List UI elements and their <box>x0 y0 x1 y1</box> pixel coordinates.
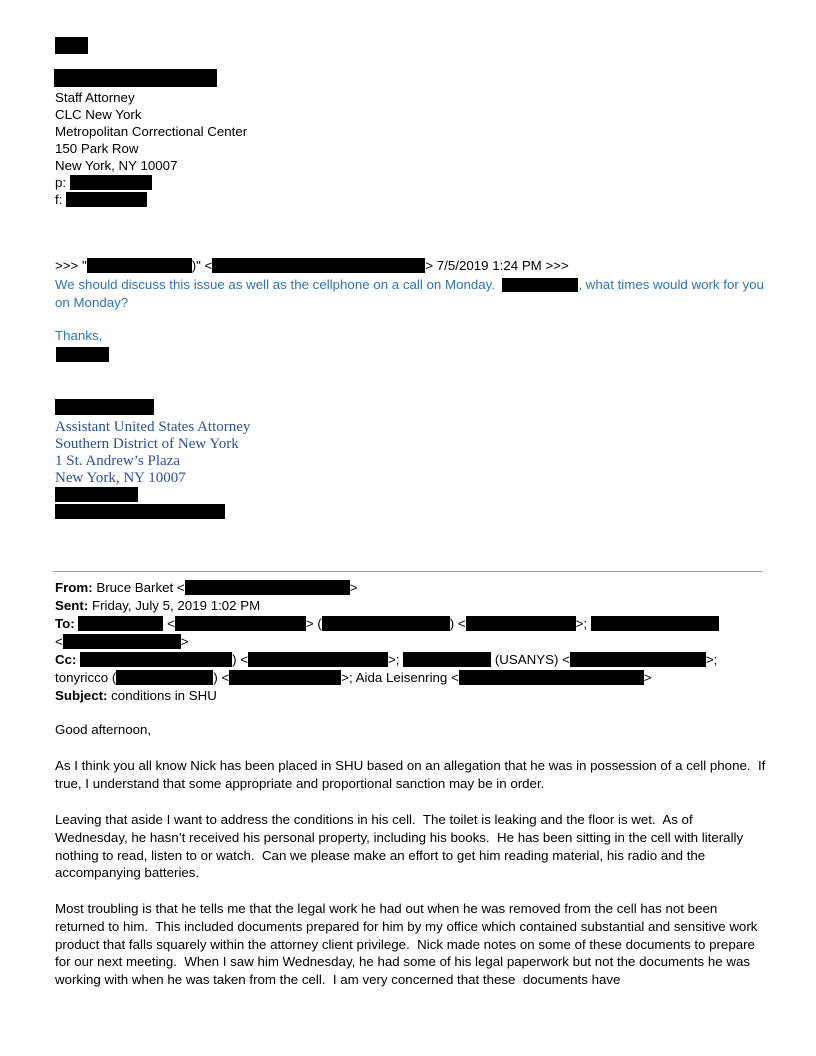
signature-phone-line <box>55 174 247 191</box>
quote-mid: )" < <box>191 258 213 273</box>
redaction-bar <box>63 634 181 649</box>
cc-tonyricco-text: tonyricco ( <box>55 670 117 685</box>
subject-value: conditions in SHU <box>107 688 217 703</box>
signature-fax-line <box>55 191 247 208</box>
ausa-street: 1 St. Andrew’s Plaza <box>55 453 180 470</box>
redaction-bar <box>55 399 154 415</box>
subject-label: Subject: <box>55 688 108 703</box>
reply-message <box>55 276 777 311</box>
body-paragraph-2: Leaving that aside I want to address the conditions in his cell. The toilet is leaking and the floor is wet. As of Wednesday, he hasn’t received his personal property, including his books. He has been sitting in the cell with literally nothing to read, listen to or watch. Can we please make an effort to get him reading material, his radio and the accompanying batteries. <box>55 812 747 881</box>
signature-city: New York, NY 10007 <box>55 158 178 173</box>
signature-street: 150 Park Row <box>55 141 139 156</box>
signature-facility: Metropolitan Correctional Center <box>55 124 248 139</box>
fax-label: f: <box>55 192 67 207</box>
cc-aida-text: >; Aida Leisenring < <box>341 670 459 685</box>
redaction-bar <box>466 616 576 631</box>
cc-label: Cc: <box>55 652 77 667</box>
body-paragraph-3: Most troubling is that he tells me that the legal work he had out when he was removed from the cell has not been returned to him. This included documents prepared for him by my office which contained substantial and sensitive work product that falls squarely within the attorney client privilege. Nick made notes on some of these documents to prepare for our next meeting. When I saw him Wednesday, he had some of his legal paperwork but not the documents he was working with when he was taken from the cell. I am very concerned that these documents have <box>55 901 762 988</box>
redaction-bar <box>185 580 350 595</box>
redaction-bar <box>80 652 232 667</box>
mcc-signature-block <box>55 89 247 208</box>
redaction-bar <box>229 670 341 685</box>
header-divider <box>53 571 762 572</box>
redaction-bar <box>66 192 147 207</box>
cc-usanys-text: (USANYS) < <box>491 652 570 667</box>
redaction-bar <box>502 278 578 292</box>
redaction-bar <box>212 258 425 273</box>
redaction-bar <box>570 652 706 667</box>
reply-text-after: , what times would work for you on Monday? <box>55 277 768 310</box>
redaction-bar <box>87 258 192 273</box>
body-greeting: Good afternoon, <box>55 722 152 737</box>
redaction-bar <box>78 616 163 631</box>
subject-line <box>55 687 217 705</box>
from-close: > <box>349 580 358 595</box>
reply-text-before: We should discuss this issue as well as the cellphone on a call on Monday. <box>55 277 503 292</box>
phone-label: p: <box>55 175 70 190</box>
cc-line: Cc: ) < >; (USANYS) < >; <box>55 652 718 667</box>
sent-label: Sent: <box>55 598 89 613</box>
sent-line <box>55 597 260 615</box>
signature-org: CLC New York <box>55 107 142 122</box>
redaction-bar <box>248 652 388 667</box>
from-label: From: <box>55 580 93 595</box>
redaction-bar <box>175 616 306 631</box>
redaction-bar <box>55 504 225 519</box>
redaction-bar <box>56 347 109 362</box>
from-line <box>55 579 357 597</box>
quote-timestamp: > 7/5/2019 1:24 PM >>> <box>425 258 569 273</box>
quote-header-line <box>55 258 569 273</box>
redaction-bar <box>55 37 88 54</box>
redaction-bar <box>70 175 152 190</box>
ausa-district: Southern District of New York <box>55 436 239 453</box>
to-line: To: < > ( ) < >; <box>55 615 719 633</box>
redaction-bar <box>55 487 138 502</box>
redaction-bar <box>591 616 719 631</box>
redaction-bar <box>459 670 644 685</box>
quote-prefix: >>> " <box>55 258 87 273</box>
to-label: To: <box>55 616 75 631</box>
body-paragraph-1: As I think you all know Nick has been placed in SHU based on an allegation that he was in possession of a cell phone. If true, I understand that some appropriate and proportional sanction may be in order. <box>55 758 770 791</box>
sent-value: Friday, July 5, 2019 1:02 PM <box>88 598 261 613</box>
ausa-title: Assistant United States Attorney <box>55 419 251 435</box>
cc-line-continued: tonyricco ( ) < >; Aida Leisenring < > <box>55 670 652 685</box>
from-name: Bruce Barket < <box>92 580 185 595</box>
reply-closing: Thanks, <box>55 328 103 343</box>
ausa-signature-block <box>55 419 250 487</box>
redaction-bar <box>322 616 450 631</box>
redaction-bar <box>54 69 217 87</box>
to-line-continued: < > <box>55 634 189 649</box>
signature-title: Staff Attorney <box>55 90 135 105</box>
ausa-city: New York, NY 10007 <box>55 470 186 487</box>
redaction-bar <box>403 652 491 667</box>
redaction-bar <box>116 670 213 685</box>
